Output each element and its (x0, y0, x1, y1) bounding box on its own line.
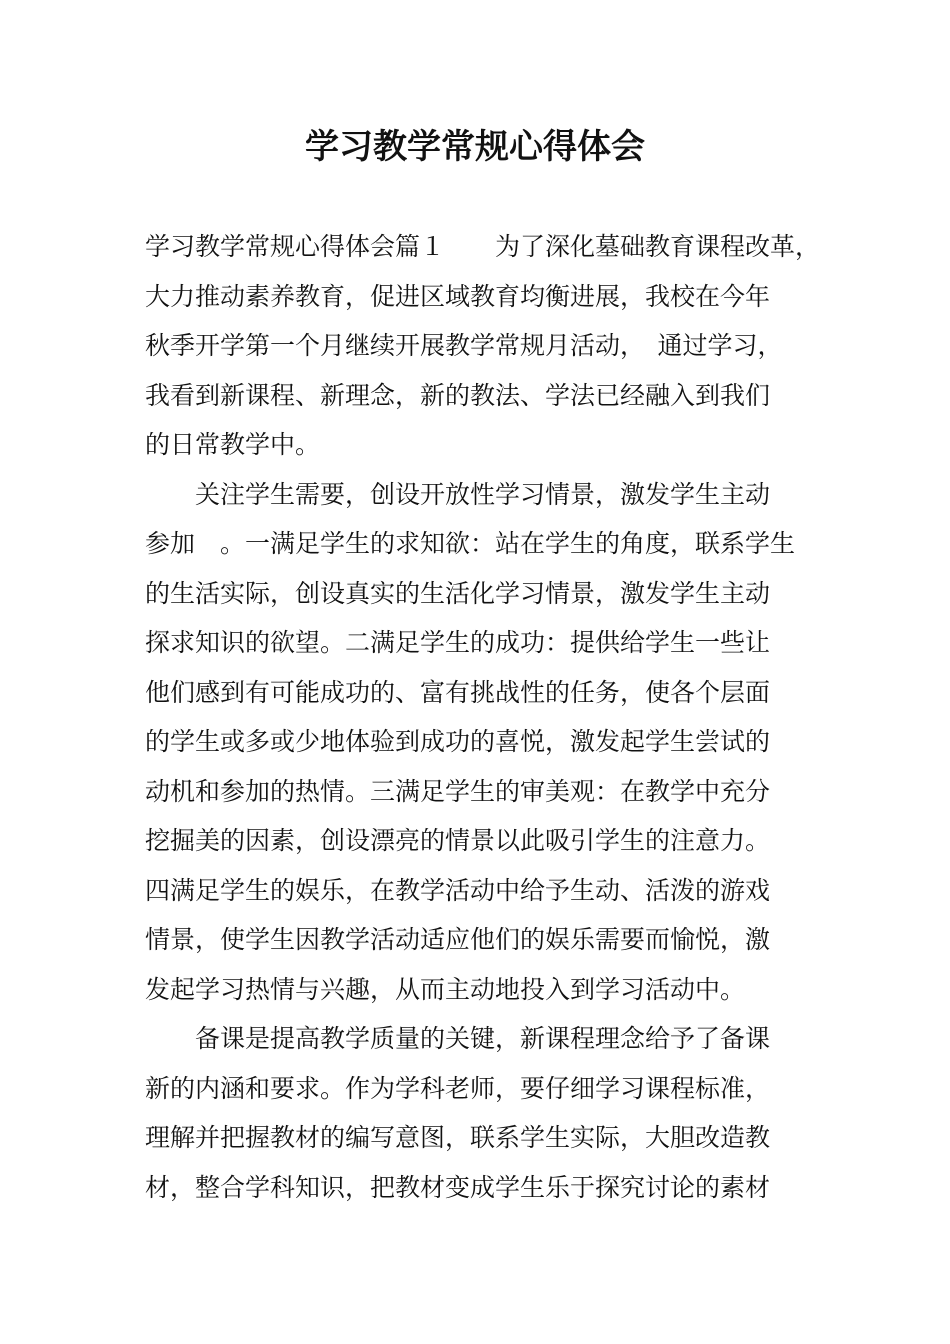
body-line: 发起学习热情与兴趣，从而主动地投入到学习活动中。 (145, 974, 746, 1004)
body-line: 挖掘美的因素，创设漂亮的情景以此吸引学生的注意力。 (145, 826, 771, 855)
body-line: 秋季开学第一个月继续开展教学常规月活动， 通过学习， (145, 331, 783, 360)
body-line: 的生活实际，创设真实的生活化学习情景，激发学生主动 (145, 578, 771, 608)
document-title: 学习教学常规心得体会 (305, 127, 645, 167)
body-line: 理解并把握教材的编写意图，联系学生实际，大胆改造教 (145, 1123, 771, 1152)
body-line: 材，整合学科知识，把教材变成学生乐于探究讨论的素材 (145, 1172, 771, 1202)
body-line: 大力推动素养教育，促进区域教育均衡进展，我校在今年 (145, 281, 771, 311)
body-line: 动机和参加的热情。三满足学生的审美观：在教学中充分 (145, 776, 771, 806)
document-body (145, 222, 821, 1212)
body-line: 四满足学生的娱乐，在教学活动中给予生动、活泼的游戏 (145, 875, 771, 905)
body-line: 学习教学常规心得体会篇１ 为了深化墓础教育课程改革， (145, 232, 821, 261)
body-line: 的学生或多或少地体验到成功的喜悦，激发起学生尝试的 (145, 727, 771, 756)
body-line-paragraph-start: 关注学生需要，创设开放性学习情景，激发学生主动 (195, 479, 771, 509)
body-line: 参加 。一满足学生的求知欲：站在学生的角度，联系学生 (145, 529, 796, 558)
body-line: 新的内涵和要求。作为学科老师，要仔细学习课程标准， (145, 1073, 771, 1103)
body-line: 的日常教学中。 (145, 430, 321, 459)
body-line-paragraph-start: 备课是提高教学质量的关键，新课程理念给予了备课 (195, 1024, 771, 1053)
body-line: 情景，使学生因教学活动适应他们的娱乐需要而愉悦，激 (145, 925, 771, 954)
body-line: 他们感到有可能成功的、富有挑战性的任务，使各个层面 (145, 677, 771, 707)
body-line: 探求知识的欲望。二满足学生的成功：提供给学生一些让 (145, 628, 771, 657)
body-line: 我看到新课程、新理念，新的教法、学法已经融入到我们 (145, 380, 771, 410)
